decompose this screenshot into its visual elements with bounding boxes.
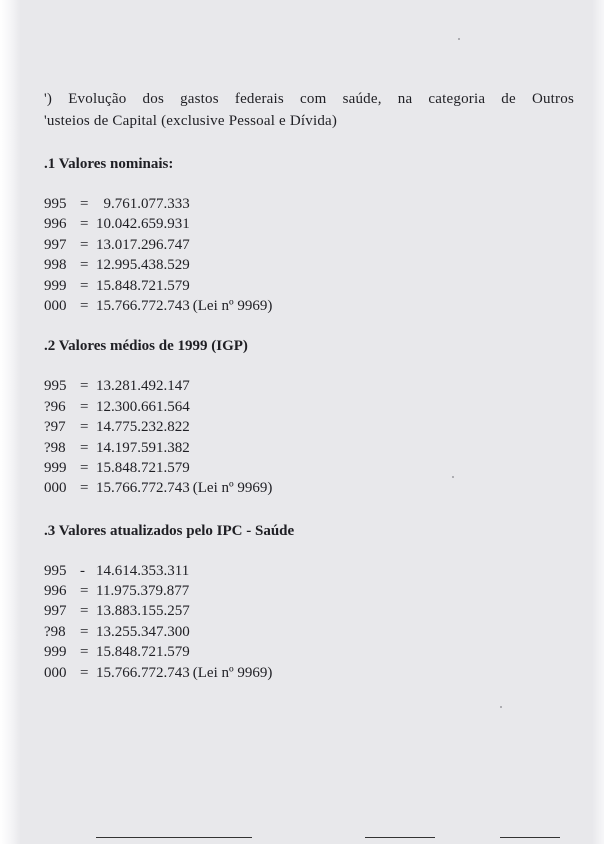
value-row bbox=[44, 622, 574, 642]
law-note: (Lei nº 9969) bbox=[192, 664, 273, 681]
value-list bbox=[44, 194, 574, 316]
separator: - bbox=[80, 562, 85, 579]
scan-speck bbox=[500, 706, 502, 708]
year-label: 995 bbox=[44, 378, 67, 395]
separator: = bbox=[80, 439, 89, 456]
year-label: 997 bbox=[44, 603, 67, 620]
year-label: 998 bbox=[44, 257, 67, 274]
year-label: 000 bbox=[44, 480, 67, 497]
value-row bbox=[44, 214, 574, 234]
separator: = bbox=[80, 459, 89, 476]
year-label: ?96 bbox=[44, 398, 66, 415]
intro-line-1: ') Evolução dos gastos federais com saúde, na categoria de Outros bbox=[44, 91, 574, 107]
amount: 15.766.772.743 bbox=[96, 664, 190, 681]
value-row bbox=[44, 642, 574, 662]
value-row bbox=[44, 663, 574, 683]
separator: = bbox=[80, 623, 89, 640]
separator: = bbox=[80, 257, 89, 274]
year-label: ?98 bbox=[44, 623, 66, 640]
amount: 13.281.492.147 bbox=[96, 378, 190, 395]
separator: = bbox=[80, 480, 89, 497]
separator: = bbox=[80, 419, 89, 436]
separator: = bbox=[80, 378, 89, 395]
year-label: 995 bbox=[44, 196, 67, 212]
year-label: 000 bbox=[44, 664, 67, 681]
value-row bbox=[44, 438, 574, 458]
year-label: 999 bbox=[44, 459, 67, 476]
section-heading: .2 Valores médios de 1999 (IGP) bbox=[44, 338, 248, 355]
section-heading: .1 Valores nominais: bbox=[44, 156, 174, 172]
law-note: (Lei nº 9969) bbox=[192, 297, 273, 314]
separator: = bbox=[80, 644, 89, 661]
value-row bbox=[44, 478, 574, 498]
separator: = bbox=[80, 216, 89, 233]
section-nominal bbox=[44, 154, 574, 316]
year-label: 995 bbox=[44, 562, 67, 579]
value-row bbox=[44, 581, 574, 601]
amount: 13.255.347.300 bbox=[96, 623, 190, 640]
separator: = bbox=[80, 603, 89, 620]
value-list bbox=[44, 561, 574, 683]
amount: 13.017.296.747 bbox=[96, 236, 190, 253]
amount: 11.975.379.877 bbox=[96, 583, 190, 600]
amount: 14.775.232.822 bbox=[96, 419, 190, 436]
year-label: 999 bbox=[44, 277, 67, 294]
value-row bbox=[44, 376, 574, 396]
scan-right-edge bbox=[592, 0, 604, 844]
amount: 13.883.155.257 bbox=[96, 603, 190, 620]
value-row bbox=[44, 296, 574, 316]
bottom-rule-1 bbox=[96, 837, 252, 838]
value-row bbox=[44, 601, 574, 621]
value-row bbox=[44, 561, 574, 581]
amount: 12.300.661.564 bbox=[96, 398, 190, 415]
section-heading: .3 Valores atualizados pelo IPC - Saúde bbox=[44, 522, 295, 539]
value-row bbox=[44, 255, 574, 275]
separator: = bbox=[80, 664, 89, 681]
amount: 9.761.077.333 bbox=[96, 196, 190, 212]
year-label: ?97 bbox=[44, 419, 66, 436]
value-row bbox=[44, 276, 574, 296]
value-row bbox=[44, 194, 574, 214]
section-average-1999 bbox=[44, 336, 574, 498]
amount: 14.197.591.382 bbox=[96, 439, 190, 456]
separator: = bbox=[80, 398, 89, 415]
scan-speck bbox=[458, 38, 460, 40]
separator: = bbox=[80, 583, 89, 600]
bottom-rule-2 bbox=[365, 837, 435, 838]
value-row bbox=[44, 397, 574, 417]
intro-paragraph bbox=[44, 88, 574, 132]
amount: 12.995.438.529 bbox=[96, 257, 190, 274]
value-row bbox=[44, 458, 574, 478]
section-ipc-health bbox=[44, 521, 574, 683]
year-label: 996 bbox=[44, 216, 67, 233]
amount: 15.848.721.579 bbox=[96, 644, 190, 661]
separator: = bbox=[80, 297, 89, 314]
separator: = bbox=[80, 196, 89, 212]
amount: 15.848.721.579 bbox=[96, 459, 190, 476]
scan-left-edge bbox=[0, 0, 20, 844]
separator: = bbox=[80, 236, 89, 253]
year-label: 997 bbox=[44, 236, 67, 253]
intro-line-2: 'usteios de Capital (exclusive Pessoal e Dívida) bbox=[44, 113, 338, 129]
amount: 15.848.721.579 bbox=[96, 277, 190, 294]
year-label: 000 bbox=[44, 297, 67, 314]
amount: 15.766.772.743 bbox=[96, 297, 190, 314]
year-label: 996 bbox=[44, 583, 67, 600]
year-label: ?98 bbox=[44, 439, 66, 456]
document-content bbox=[44, 88, 574, 683]
value-list bbox=[44, 376, 574, 498]
law-note: (Lei nº 9969) bbox=[192, 480, 273, 497]
amount: 15.766.772.743 bbox=[96, 480, 190, 497]
bottom-rule-3 bbox=[500, 837, 560, 838]
amount: 14.614.353.311 bbox=[96, 562, 190, 579]
value-row bbox=[44, 235, 574, 255]
separator: = bbox=[80, 277, 89, 294]
amount: 10.042.659.931 bbox=[96, 216, 190, 233]
year-label: 999 bbox=[44, 644, 67, 661]
value-row bbox=[44, 417, 574, 437]
